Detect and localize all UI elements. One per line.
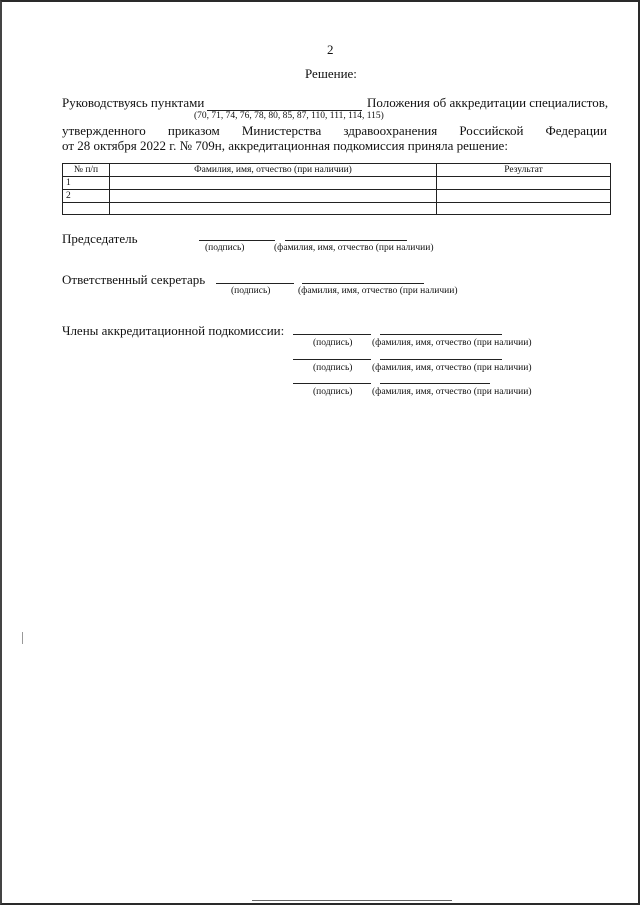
member-name-hint: (фамилия, имя, отчество (при наличии) bbox=[372, 338, 532, 348]
chairman-name-line bbox=[285, 240, 407, 241]
secretary-name-line bbox=[302, 283, 424, 284]
chairman-signature-line bbox=[199, 240, 275, 241]
table-header-row bbox=[63, 164, 611, 177]
scan-artifact bbox=[22, 632, 23, 644]
members-label: Члены аккредитационной подкомиссии: bbox=[62, 323, 285, 338]
cell-result bbox=[437, 190, 611, 203]
header-number: № п/п bbox=[63, 164, 110, 177]
intro-tail: Положения об аккредитации специалистов, bbox=[367, 95, 609, 110]
member-name-line bbox=[380, 359, 502, 360]
cell-result bbox=[437, 177, 611, 190]
member-signature-hint: (подпись) bbox=[313, 387, 353, 397]
member-signature-line bbox=[293, 359, 371, 360]
secretary-signature-hint: (подпись) bbox=[231, 286, 271, 296]
intro-word: Федерации bbox=[545, 123, 607, 138]
cell-name bbox=[110, 177, 437, 190]
cell-result bbox=[437, 203, 611, 215]
table-row bbox=[63, 190, 611, 203]
table-row bbox=[63, 177, 611, 190]
intro-word: Российской bbox=[459, 123, 524, 138]
intro-line-2 bbox=[62, 123, 607, 139]
chairman-signature-hint: (подпись) bbox=[205, 243, 245, 253]
intro-lead: Руководствуясь пунктами bbox=[62, 95, 205, 110]
chairman-label: Председатель bbox=[62, 231, 138, 246]
member-name-hint: (фамилия, имя, отчество (при наличии) bbox=[372, 387, 532, 397]
page-number: 2 bbox=[327, 42, 334, 57]
cell-name bbox=[110, 203, 437, 215]
table-row bbox=[63, 203, 611, 215]
member-signature-hint: (подпись) bbox=[313, 363, 353, 373]
results-table bbox=[62, 163, 611, 215]
secretary-name-hint: (фамилия, имя, отчество (при наличии) bbox=[298, 286, 458, 296]
scan-artifact bbox=[252, 900, 452, 901]
intro-line-3: от 28 октября 2022 г. № 709н, аккредитационная подкомиссия приняла решение: bbox=[62, 138, 508, 153]
member-signature-line bbox=[293, 334, 371, 335]
intro-word: Министерства bbox=[241, 123, 322, 138]
member-name-line bbox=[380, 383, 490, 384]
secretary-signature-line bbox=[216, 283, 294, 284]
header-name: Фамилия, имя, отчество (при наличии) bbox=[110, 164, 437, 177]
member-name-line bbox=[380, 334, 502, 335]
cell-number bbox=[63, 203, 110, 215]
member-signature-hint: (подпись) bbox=[313, 338, 353, 348]
chairman-name-hint: (фамилия, имя, отчество (при наличии) bbox=[274, 243, 434, 253]
cell-number: 1 bbox=[63, 177, 110, 190]
cell-name bbox=[110, 190, 437, 203]
header-result: Результат bbox=[437, 164, 611, 177]
points-hint: (70, 71, 74, 76, 78, 80, 85, 87, 110, 111, 114, 115) bbox=[194, 111, 384, 121]
member-name-hint: (фамилия, имя, отчество (при наличии) bbox=[372, 363, 532, 373]
cell-number: 2 bbox=[63, 190, 110, 203]
decision-heading: Решение: bbox=[305, 66, 357, 81]
secretary-label: Ответственный секретарь bbox=[62, 272, 206, 287]
intro-word: утвержденного bbox=[62, 123, 146, 138]
intro-word: приказом bbox=[167, 123, 220, 138]
intro-word: здравоохранения bbox=[343, 123, 438, 138]
member-signature-line bbox=[293, 383, 371, 384]
